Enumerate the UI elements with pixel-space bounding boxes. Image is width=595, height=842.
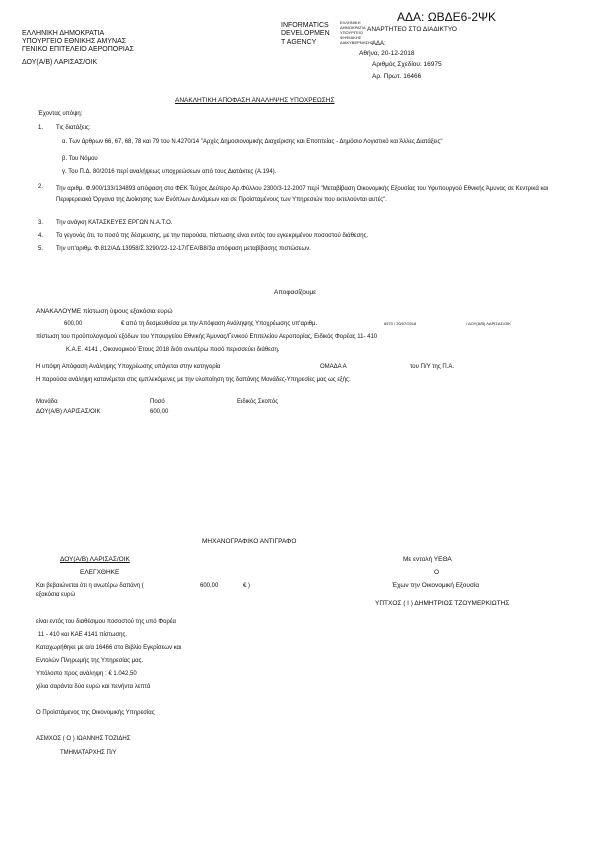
certify-currency: € )	[243, 583, 251, 589]
category-value: ΟΜΑΔΑ Α	[320, 364, 347, 370]
considering-label: Έχοντας υπόψη:	[38, 111, 83, 117]
stamp-small-1: ΕΛΛΗΝΙΚΗ	[340, 20, 361, 25]
table-header-unit: Μονάδα	[36, 399, 58, 405]
service-name: ΔΟΥ(Α/Β) ΛΑΡΙΣΑΣ/ΟΙΚ	[22, 59, 98, 66]
left-unit: ΔΟΥ(Α/Β) ΛΑΡΙΣΑΣ/ΟΙΚ	[60, 556, 130, 563]
org-line-2: ΥΠΟΥΡΓΕΙΟ ΕΘΝΙΚΗΣ ΑΜΥΝΑΣ	[22, 38, 127, 45]
table-cell-amount: 600,00	[150, 409, 169, 415]
item-text: α. Των άρθρων 66, 67, 68, 78 και 79 του Ν.4270/14 "Αρχές Δημοσιονομικής Διαχείρισης και Εποπτείας - Δημόσιο Λογιστικό και Άλλες Διατάξεις"	[62, 139, 443, 145]
certify-amount: 600,00	[200, 583, 219, 589]
draft-number: Αριθμός Σχεδίου: 16975	[372, 61, 442, 68]
item-number: 1.	[38, 125, 44, 131]
left-line: Υπόλοιπο προς ανάληψη : € 1.042,50	[36, 671, 137, 677]
stamp-line-3: T AGENCY	[281, 39, 317, 46]
protocol-number: Αρ. Πρωτ. 16466	[372, 73, 422, 80]
right-signer: ΥΠΤΧΟΣ ( Ι ) ΔΗΜΗΤΡΙΟΣ ΤΖΟΥΜΕΡΚΙΩΤΗΣ	[375, 600, 510, 607]
left-line: είναι εντός του διαθέσιμου ποσοστού της υπό Φορέα	[36, 619, 176, 625]
item-text: Τις διατάξεις:	[56, 125, 91, 131]
decision-unit: / ΔΟΥ(Α/Β) ΛΑΡΙΣΑΣ/ΟΙΚ	[466, 321, 511, 326]
body-line-6: Η παρούσα ανάληψη κατανέμεται στις εμπλεκόμενες με την υλοποίηση της δαπάνης Μονάδες-Υπηρεσίες μας ως εξής:	[36, 377, 351, 383]
order-line: Με εντολή ΥΕΘΑ	[403, 556, 452, 563]
stamp-small-2: ΔΗΜΟΚΡΑΤΙΑ	[340, 25, 366, 30]
order-o: Ο	[434, 569, 440, 576]
table-header-purpose: Ειδικός Σκοπός	[237, 399, 279, 405]
stamp-line-1: INFORMATICS	[281, 22, 329, 29]
document-date: Αθήνα, 20-12-2018	[359, 50, 415, 57]
stamp-line-2: DEVELOPMEN	[281, 30, 330, 37]
body-line-4: Κ.Α.Ε. 4141 , Οικονομικού Έτους 2018 διότι ανωτέρω ποσό περισσεύει διάθεση.	[66, 347, 280, 353]
category-suffix: του Π/Υ της Π.Α.	[410, 364, 455, 370]
stamp-small-3: ΥΠΟΥΡΓΕΙΟ	[340, 30, 363, 35]
item-text: γ. Του Π.Δ. 80/2016 περί αναλήψεως υποχρεώσεων από τους Διατάκτες (Α.194).	[62, 169, 277, 175]
item-number: 2.	[38, 184, 44, 190]
head-of-finance: Ο Προϊστάμενος της Οικονομικής Υπηρεσίας	[36, 710, 155, 716]
item-text: Την αριθμ. Φ.900/133/134893 απόφαση στο ΦΕΚ Τεύχος Δεύτερο Αρ.Φύλλου 2300/3-12-2007 περί "Μεταβίβαση Οικονομικής Εξουσίας του Υφυπουργού Εθνικής Άμυνας σε Κεντρικά και Περιφερειακά Όργανα της Διοίκησης των Ενόπλων Δυνάμεων και σε Προϊσταμένους των Υπηρεσιών που εκτελούνται αυτές".	[56, 186, 549, 203]
org-line-1: ΕΛΛΗΝΙΚΗ ΔΗΜΟΚΡΑΤΙΑ	[22, 30, 105, 37]
stamp-title: ΑΝΑΡΤΗΤΕΟ ΣΤΟ ΔΙΑΔΙΚΤΥΟ	[367, 26, 457, 33]
item-number: 3.	[38, 220, 44, 226]
body-line-2: € από τη δεσμευθείσα με την Απόφαση Ανάληψης Υποχρέωσης υπ'αριθμ.	[121, 321, 318, 327]
item-text: Την ανάγκη ΚΑΤΑΣΚΕΥΕΣ ΕΡΓΩΝ Ν.Α.Τ.Ο.	[56, 220, 173, 226]
document-title: ΑΝΑΚΛΗΤΙΚΗ ΑΠΟΦΑΣΗ ΑΝΑΛΗΨΗΣ ΥΠΟΧΡΕΩΣΗΣ	[175, 97, 335, 104]
stamp-small-4: ΨΗΦΙΑΚΗΣ	[340, 35, 362, 40]
item-number: 4.	[38, 233, 44, 239]
revoke-amount: 600,00	[64, 321, 83, 327]
copy-title: ΜΗΧΑΝΟΓΡΑΦΙΚΟ ΑΝΤΙΓΡΑΦΟ	[202, 538, 297, 545]
left-line: χίλια σαράντα δύο ευρώ και πενήντα λεπτά	[36, 684, 151, 690]
certify-words: εξακόσια ευρώ	[36, 592, 76, 598]
item-text: Την υπ'αριθμ. Φ.812/ΑΔ.13958/Σ.3290/22-12-17/ΓΕΑ/Β8/3α απόφαση μεταβίβασης πιστώσεων.	[56, 246, 311, 252]
item-text: Το γεγονός ότι, το ποσό της δέσμευσης, με την παρούσα, πίστωσης είναι εντός του εγκεκριμένου ποσοστού διάθεσης.	[56, 233, 369, 239]
certify-text: Και βεβαιώνεται ότι η ανωτέρω δαπάνη (	[36, 583, 144, 589]
item-number: 5.	[38, 246, 44, 252]
decision-ref: 6570 / 20/07/2018	[384, 321, 417, 326]
checked-label: ΕΛΕΓΧΘΗΚΕ	[80, 569, 120, 576]
decide-heading: Αποφασίζουμε	[274, 289, 317, 296]
org-line-3: ΓΕΝΙΚΟ ΕΠΙΤΕΛΕΙΟ ΑΕΡΟΠΟΡΙΑΣ	[22, 46, 134, 53]
left-line: Εντολών Πληρωμής της Υπηρεσίας μας.	[36, 658, 144, 664]
left-signer: ΑΣΜΧΟΣ ( Ο ) ΙΩΑΝΝΗΣ ΤΟΖΙΔΗΣ	[36, 736, 131, 742]
table-header-amount: Ποσό	[150, 399, 165, 405]
table-cell-unit: ΔΟΥ(Α/Β) ΛΑΡΙΣΑΣ/ΟΙΚ	[36, 409, 101, 415]
item-text: β. Του Νόμου	[62, 156, 98, 162]
body-line-1: ΑΝΑΚΑΛΟΥΜΕ πίστωση ύψους εξακόσια ευρώ	[36, 308, 173, 315]
stamp-small-5: ΔΙΑΚΥΒΕΡΝΗΣΗΣ	[340, 40, 374, 45]
ada-code: ΑΔΑ: ΩΒΔΕ6-2ΨΚ	[397, 10, 497, 24]
category-text: Η υπόψη Απόφαση Ανάληψης Υποχρέωσης υπάγεται στην κατηγορία	[36, 364, 221, 370]
left-line: Καταχωρήθηκε με α/α 16466 στο Βιβλίο Εγκρίσεων και	[36, 645, 182, 651]
authority-line: Έχων την Οικονομική Εξουσία	[392, 582, 480, 589]
body-line-3: πίστωση του προϋπολογισμού εξόδων του Υπουργείου Εθνικής Άμυνας/Γενικού Επιτελείου Αεροπορίας, Ειδικός Φορέας 11- 410	[36, 334, 378, 340]
left-signer-role: ΤΜΗΜΑΤΑΡΧΗΣ Π/Υ	[60, 750, 117, 756]
ada-small: ΑΔΑ:	[372, 41, 386, 47]
left-line: 11 - 410 και ΚΑΕ 4141 πίστωσης.	[38, 632, 128, 638]
